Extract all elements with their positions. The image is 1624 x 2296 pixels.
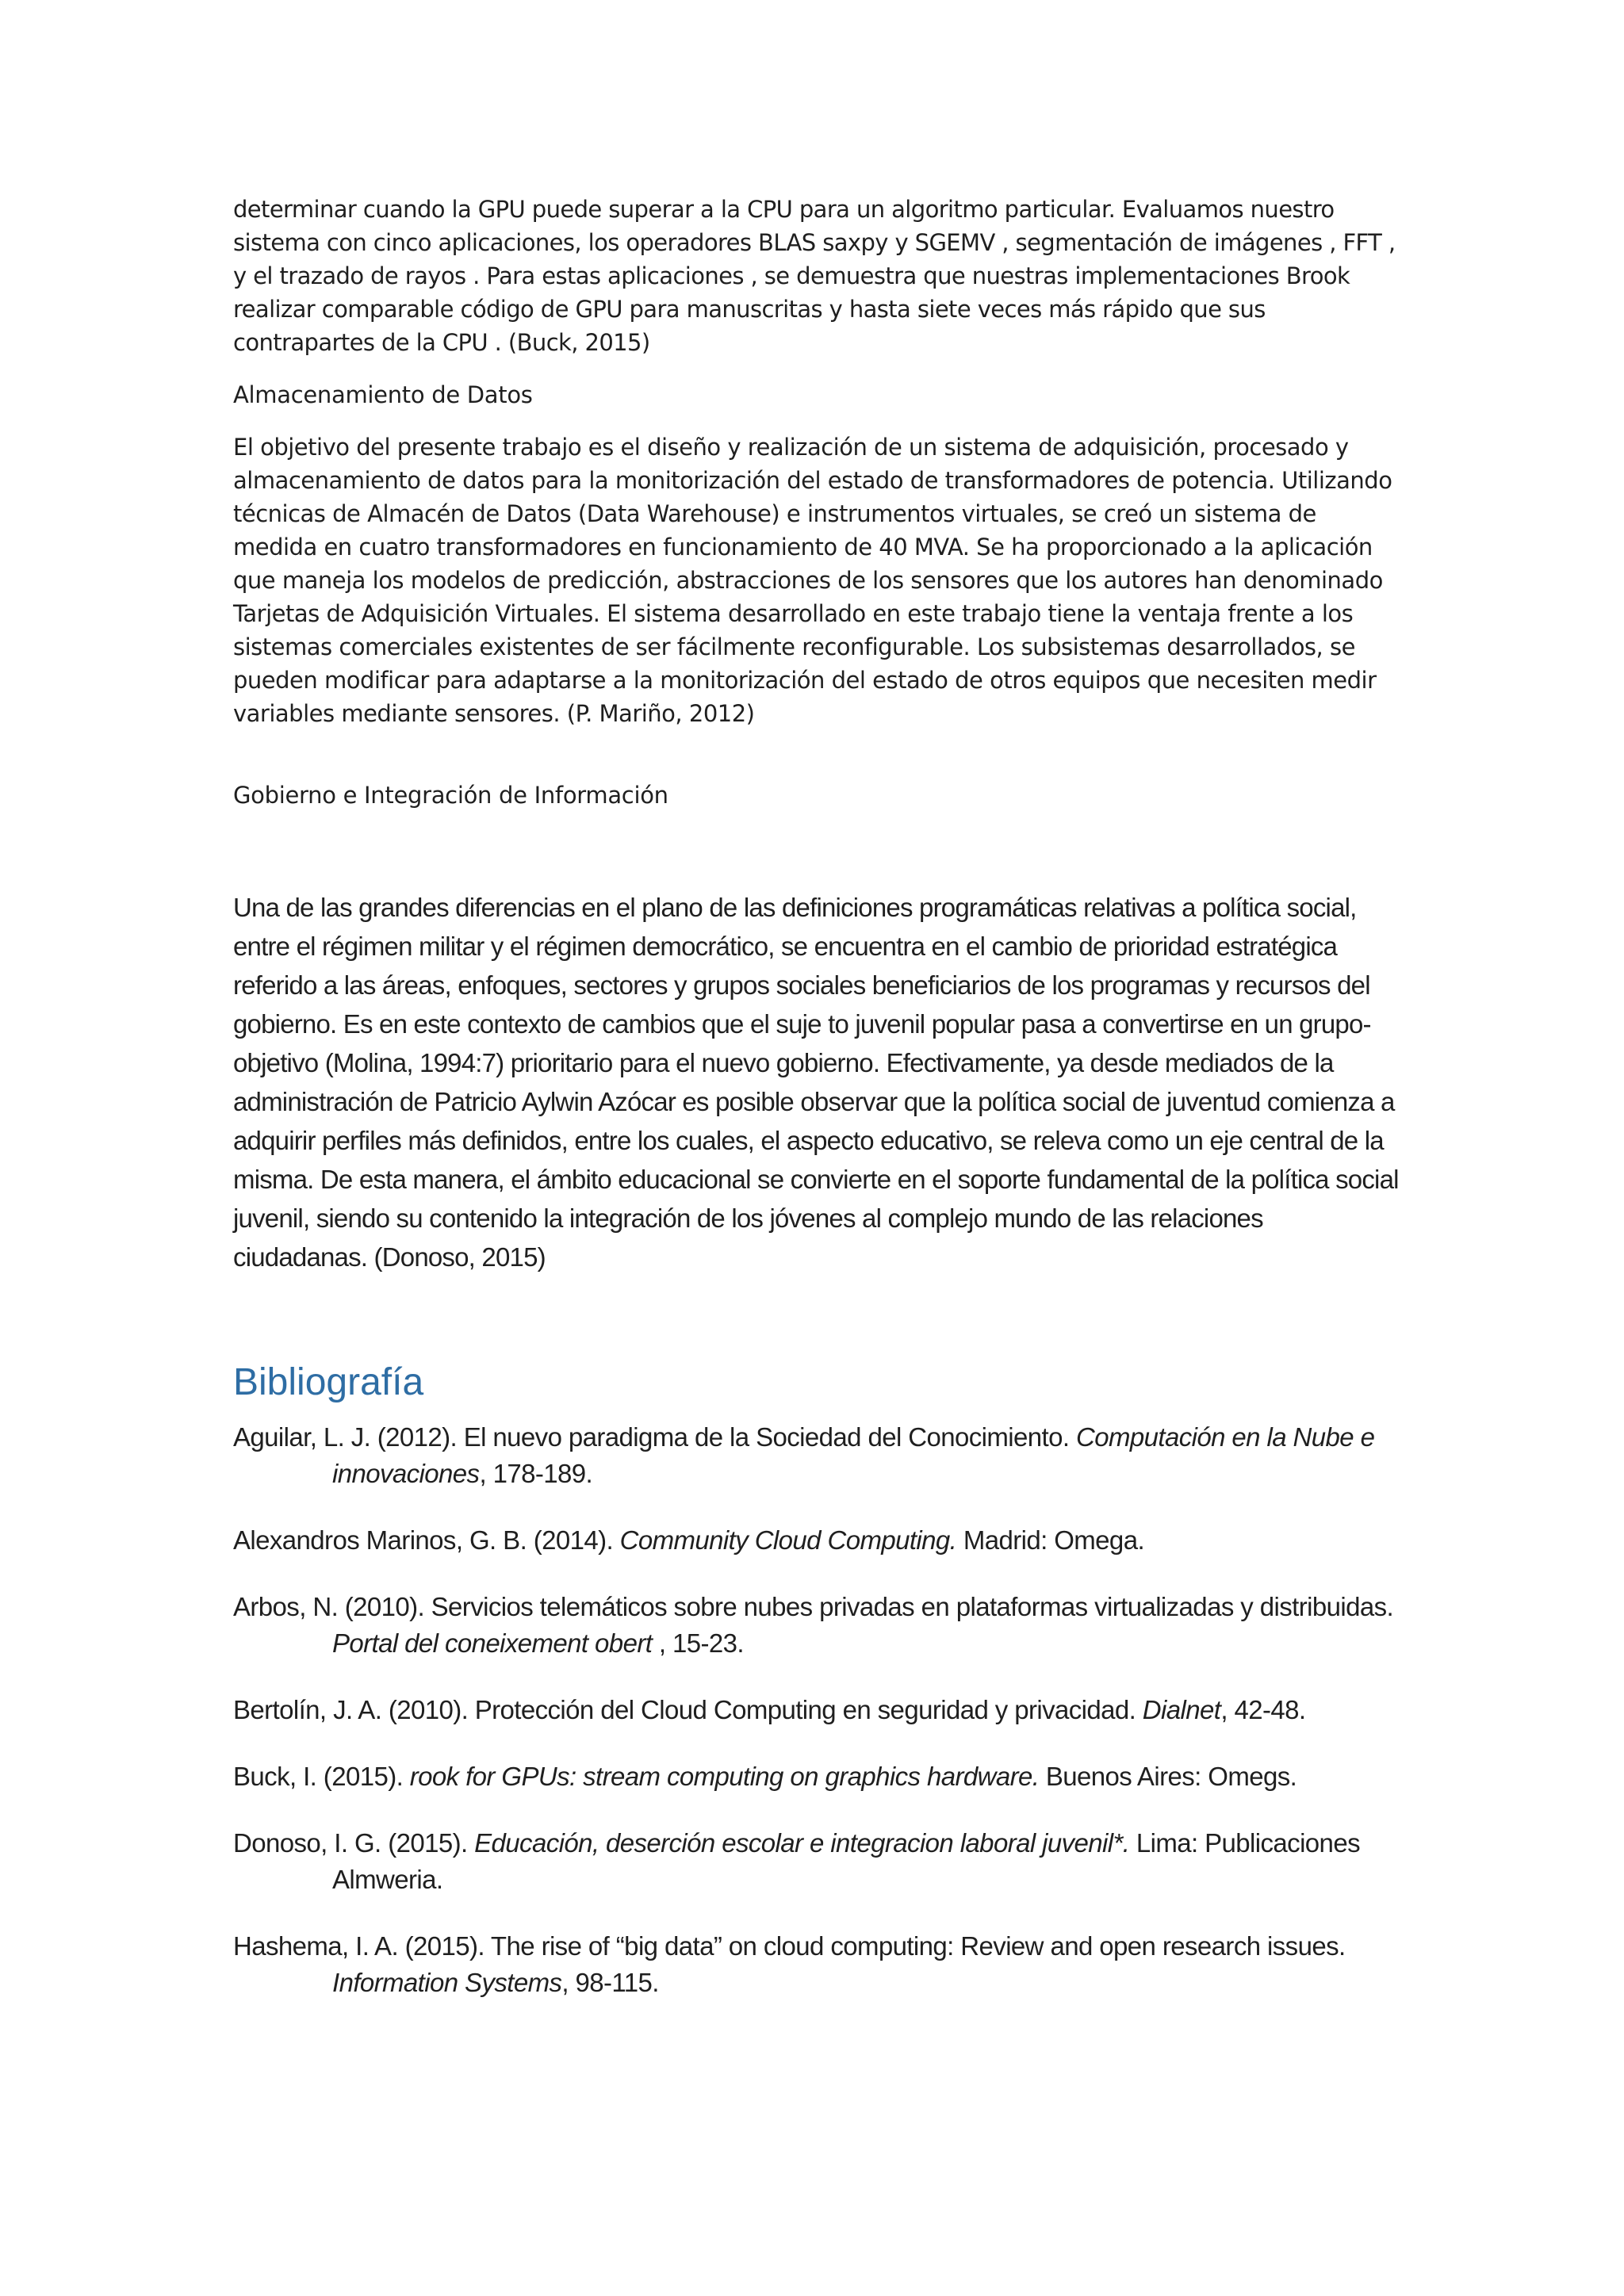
reference-pages: , 98-115.	[561, 1968, 659, 1997]
reference-pages: , 42-48.	[1220, 1695, 1306, 1724]
reference-text: Buck, I. (2015).	[233, 1762, 410, 1791]
reference-text: Aguilar, L. J. (2012). El nuevo paradigma de la Sociedad del Conocimiento.	[233, 1422, 1076, 1452]
subheading-gobierno: Gobierno e Integración de Información	[233, 782, 668, 809]
reference-pages: , 178-189.	[479, 1459, 593, 1488]
reference-text: Donoso, I. G. (2015).	[233, 1828, 475, 1858]
reference-entry	[233, 1419, 1400, 1492]
reference-source: Community Cloud Computing.	[619, 1525, 957, 1555]
reference-text: Arbos, N. (2010). Servicios telemáticos sobre nubes privadas en plataformas virtualizadas y distribuidas.	[233, 1592, 1394, 1621]
bibliography-heading: Bibliografía	[233, 1361, 424, 1403]
reference-pages: Buenos Aires: Omegs.	[1039, 1762, 1297, 1791]
reference-source: rook for GPUs: stream computing on graphics hardware.	[409, 1762, 1040, 1791]
reference-entry	[233, 1928, 1400, 2001]
reference-source: Dialnet	[1142, 1695, 1221, 1724]
reference-source: Educación, deserción escolar e integracion laboral juvenil*.	[474, 1828, 1130, 1858]
paragraph-almacenamiento: El objetivo del presente trabajo es el diseño y realización de un sistema de adquisición, procesado y almacenamiento de datos para la monitorización del estado de transformadores de potencia. Utilizando técnicas de Almacén de Datos (Data Warehouse) e instrumentos virtuales, se creó un sistema de medida en cuatro transformadores en funcionamiento de 40 MVA. Se ha proporcionado a la aplicación que maneja los modelos de predicción, abstracciones de los sensores que los autores han denominado Tarjetas de Adquisición Virtuales. El sistema desarrollado en este trabajo tiene la ventaja frente a los sistemas comerciales existentes de ser fácilmente reconfigurable. Los subsistemas desarrollados, se pueden modificar para adaptarse a la monitorización del estado de otros equipos que necesiten medir variables mediante sensores. (P. Mariño, 2012)	[233, 434, 1392, 727]
reference-source: Portal del coneixement obert	[332, 1628, 653, 1658]
reference-text: Bertolín, J. A. (2010). Protección del Cloud Computing en seguridad y privacidad.	[233, 1695, 1143, 1724]
reference-entry	[233, 1758, 1400, 1795]
reference-source: Information Systems	[332, 1968, 562, 1997]
reference-pages: , 15-23.	[652, 1628, 744, 1658]
paragraph-brook: determinar cuando la GPU puede superar a la CPU para un algoritmo particular. Evaluamos nuestro sistema con cinco aplicaciones, los operadores BLAS saxpy y SGEMV , segmentación de imágenes , FFT , y el trazado de rayos . Para estas aplicaciones , se demuestra que nuestras implementaciones Brook realizar comparable código de GPU para manuscritas y hasta siete veces más rápido que sus contrapartes de la CPU . (Buck, 2015)	[233, 196, 1396, 356]
reference-text: Hashema, I. A. (2015). The rise of “big data” on cloud computing: Review and open research issues.	[233, 1931, 1346, 1961]
subheading-almacenamiento: Almacenamiento de Datos	[233, 381, 533, 408]
reference-entry	[233, 1825, 1400, 1898]
reference-source: Computación en la Nube e innovaciones	[332, 1422, 1375, 1488]
bibliography-list	[233, 1419, 1400, 2031]
reference-text: Alexandros Marinos, G. B. (2014).	[233, 1525, 620, 1555]
reference-pages: Madrid: Omega.	[956, 1525, 1145, 1555]
reference-entry	[233, 1589, 1400, 1662]
reference-entry	[233, 1522, 1400, 1559]
paragraph-gobierno: Una de las grandes diferencias en el plano de las definiciones programáticas relativas a política social, entre el régimen militar y el régimen democrático, se encuentra en el cambio de prioridad estratégica referido a las áreas, enfoques, sectores y grupos sociales beneficiarios de los programas y recursos del gobierno. Es en este contexto de cambios que el suje to juvenil popular pasa a convertirse en un grupo-objetivo (Molina, 1994:7) prioritario para el nuevo gobierno. Efectivamente, ya desde mediados de la administración de Patricio Aylwin Azócar es posible observar que la política social de juventud comienza a adquirir perfiles más definidos, entre los cuales, el aspecto educativo, se releva como un eje central de la misma. De esta manera, el ámbito educacional se convierte en el soporte fundamental de la política social juvenil, siendo su contenido la integración de los jóvenes al complejo mundo de las relaciones ciudadanas. (Donoso, 2015)	[233, 893, 1399, 1272]
reference-entry	[233, 1692, 1400, 1728]
reference-pages: Lima: Publicaciones Almweria.	[332, 1828, 1360, 1894]
